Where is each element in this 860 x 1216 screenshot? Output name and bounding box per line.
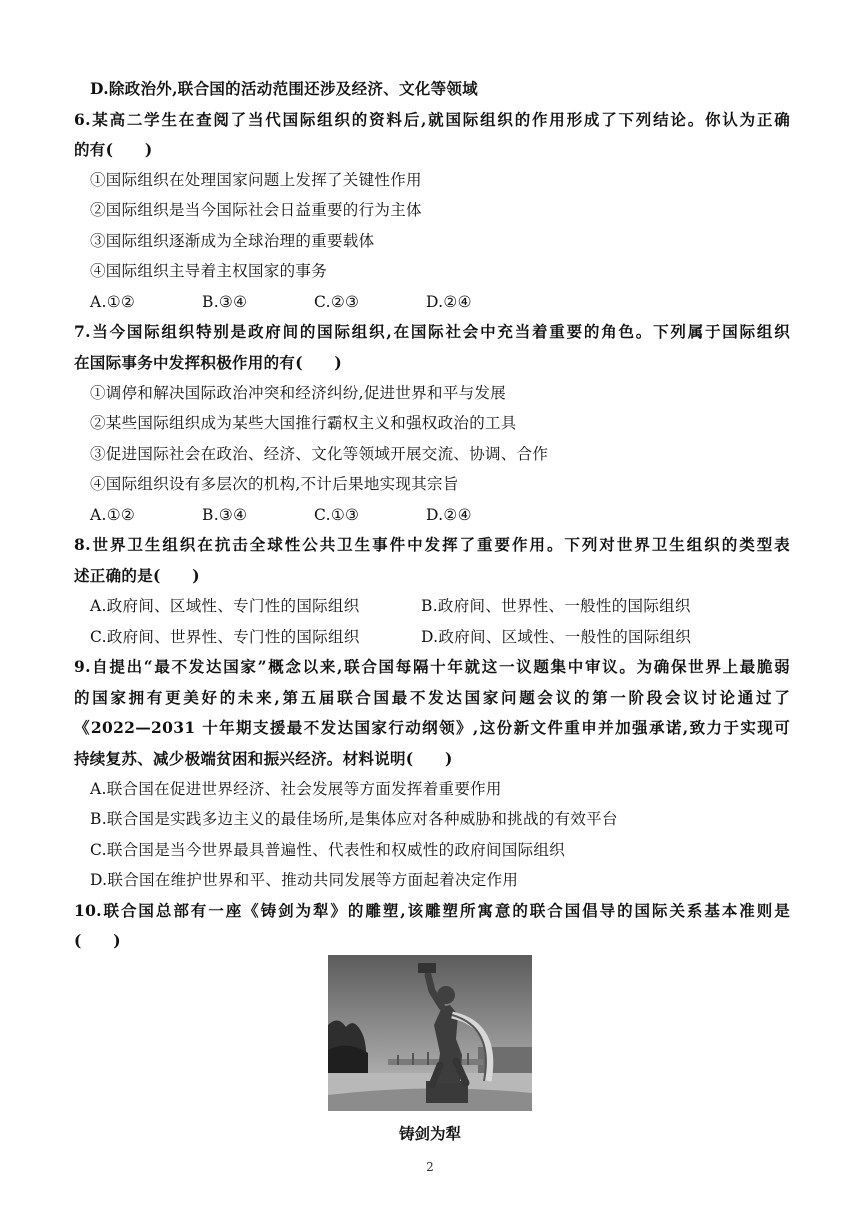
q6-option-c: C.②③ <box>314 293 360 311</box>
sculpture-photo <box>328 955 532 1111</box>
q7-option-a: A.①② <box>90 506 136 524</box>
q8-stem-line1: 8.世界卫生组织在抗击全球性公共卫生事件中发挥了重要作用。下列对世界卫生组织的类型表 <box>74 535 790 554</box>
q6-stem-line1: 6.某高二学生在查阅了当代国际组织的资料后,就国际组织的作用形成了下列结论。你认为正确 <box>74 110 790 129</box>
q6-option-b: B.③④ <box>202 293 248 311</box>
q7-item-2: ②某些国际组织成为某些大国推行霸权主义和强权政治的工具 <box>90 414 517 432</box>
q7-stem-line2: 在国际事务中发挥积极作用的有( ) <box>74 353 343 372</box>
q8-option-c: C.政府间、世界性、专门性的国际组织 <box>90 628 360 646</box>
q9-stem-line4: 持续复苏、减少极端贫困和振兴经济。材料说明( ) <box>74 749 453 768</box>
q9-option-a: A.联合国在促进世界经济、社会发展等方面发挥着重要作用 <box>90 780 502 798</box>
q8-options-row1 <box>90 596 806 616</box>
q8-option-b: B.政府间、世界性、一般性的国际组织 <box>421 597 691 615</box>
q9-stem-line1: 9.自提出“最不发达国家”概念以来,联合国每隔十年就这一议题集中审议。为确保世界上最脆弱 <box>74 657 790 676</box>
page-number: 2 <box>426 1160 434 1174</box>
q6-stem-line2: 的有( ) <box>74 140 153 159</box>
q6-option-a: A.①② <box>90 293 136 311</box>
q9-option-c: C.联合国是当今世界最具普遍性、代表性和权威性的政府间国际组织 <box>90 841 566 859</box>
q10-stem-line1: 10.联合国总部有一座《铸剑为犁》的雕塑,该雕塑所寓意的联合国倡导的国际关系基本准则是 <box>74 901 790 920</box>
q7-option-b: B.③④ <box>202 506 248 524</box>
q9-option-b: B.联合国是实践多边主义的最佳场所,是集体应对各种威胁和挑战的有效平台 <box>90 810 618 828</box>
q9-stem-line2: 的国家拥有更美好的未来,第五届联合国最不发达国家问题会议的第一阶段会议讨论通过了 <box>74 688 790 707</box>
q9-stem-line3: 《2022—2031 十年期支援最不发达国家行动纲领》,这份新文件重申并加强承诺,致力于实现可 <box>74 718 790 737</box>
figure-caption: 铸剑为犁 <box>398 1124 461 1143</box>
q6-options <box>90 292 806 312</box>
q8-option-a: A.政府间、区域性、专门性的国际组织 <box>90 597 360 615</box>
q7-item-3: ③促进国际社会在政治、经济、文化等领域开展交流、协调、合作 <box>90 445 549 463</box>
q6-item-3: ③国际组织逐渐成为全球治理的重要载体 <box>90 232 375 250</box>
q7-option-c: C.①③ <box>314 506 360 524</box>
q7-stem-line1: 7.当今国际组织特别是政府间的国际组织,在国际社会中充当着重要的角色。下列属于国际组织 <box>74 322 790 341</box>
q6-item-4: ④国际组织主导着主权国家的事务 <box>90 262 328 280</box>
q8-options-row2 <box>90 627 806 647</box>
q8-option-d: D.政府间、区域性、一般性的国际组织 <box>421 628 692 646</box>
q6-item-1: ①国际组织在处理国家问题上发挥了关键性作用 <box>90 171 422 189</box>
q9-option-d: D.联合国在维护世界和平、推动共同发展等方面起着决定作用 <box>90 871 519 889</box>
q8-stem-line2: 述正确的是( ) <box>74 566 200 585</box>
q6-option-d: D.②④ <box>426 293 472 311</box>
q7-option-d: D.②④ <box>426 506 472 524</box>
q7-item-1: ①调停和解决国际政治冲突和经济纠纷,促进世界和平与发展 <box>90 384 507 402</box>
q7-item-4: ④国际组织设有多层次的机构,不计后果地实现其宗旨 <box>90 475 459 493</box>
q5-option-d: D.除政治外,联合国的活动范围还涉及经济、文化等领域 <box>90 79 478 98</box>
q10-stem-line2: ( ) <box>74 931 121 950</box>
q7-options <box>90 505 806 525</box>
q6-item-2: ②国际组织是当今国际社会日益重要的行为主体 <box>90 201 422 219</box>
